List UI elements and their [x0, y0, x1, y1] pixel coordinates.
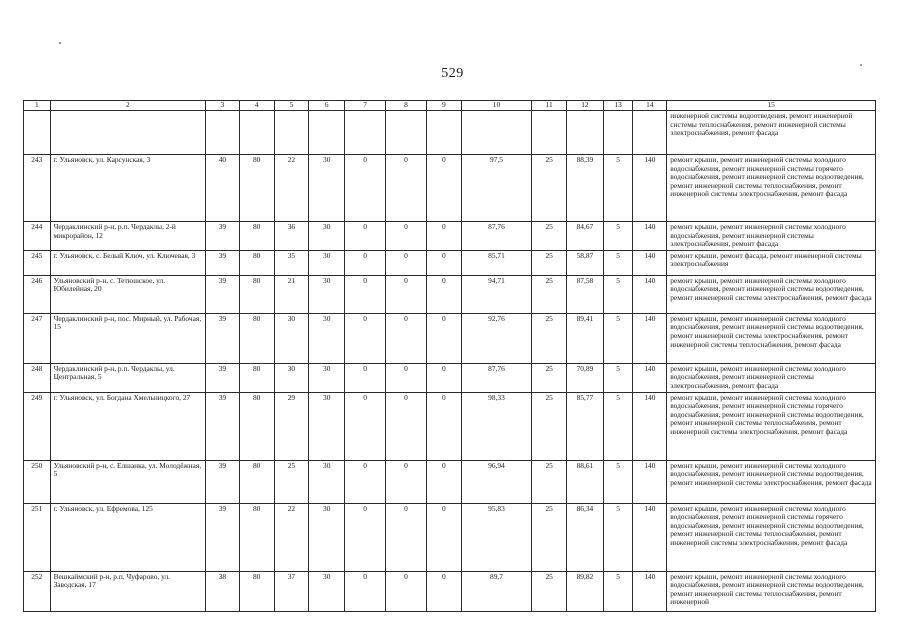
- value-cell: 25: [532, 313, 567, 363]
- value-cell: 80: [239, 313, 274, 363]
- value-cell: 30: [309, 571, 345, 611]
- column-header: 11: [532, 101, 567, 111]
- table-row: [24, 363, 876, 392]
- value-cell: 39: [206, 392, 240, 460]
- value-cell: 5: [603, 313, 633, 363]
- continuation-row: [24, 111, 876, 155]
- page-number: 529: [441, 66, 464, 81]
- value-cell: 140: [633, 313, 667, 363]
- value-cell: 0: [426, 222, 461, 251]
- column-header: 6: [309, 101, 345, 111]
- value-cell: 88,39: [567, 155, 604, 222]
- value-cell: 0: [345, 392, 386, 460]
- value-cell: 89,41: [567, 313, 604, 363]
- value-cell: 25: [532, 155, 567, 222]
- row-number: 245: [24, 250, 51, 275]
- value-cell: 0: [345, 250, 386, 275]
- value-cell: 0: [386, 250, 427, 275]
- value-cell: 80: [239, 571, 274, 611]
- value-cell: 39: [206, 460, 240, 503]
- value-cell: 39: [206, 503, 240, 571]
- value-cell: 92,76: [461, 313, 532, 363]
- value-cell: 89,82: [567, 571, 604, 611]
- value-cell: 94,71: [461, 275, 532, 313]
- value-cell: 29: [274, 392, 309, 460]
- works-cell: ремонт крыши, ремонт инженерной системы холодного водоснабжения, ремонт инженерной системы водоотведения, ремонт инженерной системы электроснабжения, ремонт фасада: [667, 275, 876, 313]
- address-cell: Чердаклинский р-н, р.п. Чердаклы, ул. Центральная, 5: [50, 363, 205, 392]
- works-cell: ремонт крыши, ремонт инженерной системы холодного водоснабжения, ремонт инженерной системы электроснабжения, ремонт фасада: [667, 222, 876, 251]
- value-cell: 0: [345, 460, 386, 503]
- row-number: 252: [24, 571, 51, 611]
- value-cell: 40: [206, 155, 240, 222]
- column-header: 2: [50, 101, 205, 111]
- value-cell: 0: [386, 363, 427, 392]
- column-header: 8: [386, 101, 427, 111]
- value-cell: 0: [386, 313, 427, 363]
- value-cell: 80: [239, 503, 274, 571]
- value-cell: 0: [345, 503, 386, 571]
- column-header: 9: [426, 101, 461, 111]
- value-cell: 0: [345, 275, 386, 313]
- value-cell: 0: [426, 155, 461, 222]
- value-cell: 80: [239, 155, 274, 222]
- value-cell: 0: [345, 571, 386, 611]
- value-cell: 37: [274, 571, 309, 611]
- address-cell: Ульяновский р-н, с. Елшанка, ул. Молодёжная, 5: [50, 460, 205, 503]
- table-row: [24, 250, 876, 275]
- value-cell: 84,67: [567, 222, 604, 251]
- value-cell: 85,71: [461, 250, 532, 275]
- value-cell: 30: [309, 392, 345, 460]
- address-cell: Вешкаймский р-н, р.п. Чуфарово, ул. Заводская, 17: [50, 571, 205, 611]
- value-cell: 140: [633, 275, 667, 313]
- value-cell: 35: [274, 250, 309, 275]
- value-cell: 5: [603, 250, 633, 275]
- column-header: 15: [667, 101, 876, 111]
- value-cell: 80: [239, 460, 274, 503]
- works-cell: ремонт крыши, ремонт инженерной системы холодного водоснабжения, ремонт инженерной системы водоотведения, ремонт инженерной системы электроснабжения, ремонт фасада: [667, 460, 876, 503]
- repair-register-table: [23, 100, 876, 612]
- table-row: [24, 392, 876, 460]
- value-cell: 140: [633, 250, 667, 275]
- row-number: 248: [24, 363, 51, 392]
- value-cell: 25: [532, 460, 567, 503]
- value-cell: 0: [345, 313, 386, 363]
- works-cell: ремонт крыши, ремонт инженерной системы холодного водоснабжения, ремонт инженерной системы электроснабжения, ремонт фасада: [667, 363, 876, 392]
- works-cell: ремонт крыши, ремонт инженерной системы холодного водоснабжения, ремонт инженерной системы горячего водоснабжения, ремонт инженерной системы водоотведения, ремонт инженерной системы теплоснабжения, ремонт инженерной системы электроснабжения, ремонт фасада: [667, 155, 876, 222]
- value-cell: 25: [532, 503, 567, 571]
- value-cell: 80: [239, 275, 274, 313]
- value-cell: 140: [633, 155, 667, 222]
- value-cell: 25: [532, 250, 567, 275]
- value-cell: 140: [633, 571, 667, 611]
- value-cell: 25: [532, 392, 567, 460]
- value-cell: 140: [633, 363, 667, 392]
- row-number: 246: [24, 275, 51, 313]
- value-cell: 58,87: [567, 250, 604, 275]
- value-cell: 30: [309, 222, 345, 251]
- table-row: [24, 460, 876, 503]
- value-cell: 80: [239, 250, 274, 275]
- column-header: 14: [633, 101, 667, 111]
- value-cell: 30: [309, 503, 345, 571]
- value-cell: 25: [532, 222, 567, 251]
- value-cell: 140: [633, 460, 667, 503]
- value-cell: 70,89: [567, 363, 604, 392]
- value-cell: 25: [532, 571, 567, 611]
- value-cell: 30: [309, 275, 345, 313]
- value-cell: 30: [309, 313, 345, 363]
- value-cell: 39: [206, 313, 240, 363]
- value-cell: 0: [386, 503, 427, 571]
- value-cell: 25: [274, 460, 309, 503]
- table-row: [24, 313, 876, 363]
- value-cell: 30: [309, 250, 345, 275]
- table-row: [24, 155, 876, 222]
- value-cell: 39: [206, 363, 240, 392]
- value-cell: 0: [345, 155, 386, 222]
- value-cell: 96,94: [461, 460, 532, 503]
- value-cell: 25: [532, 363, 567, 392]
- value-cell: 89,7: [461, 571, 532, 611]
- value-cell: 86,34: [567, 503, 604, 571]
- value-cell: 80: [239, 363, 274, 392]
- value-cell: 5: [603, 392, 633, 460]
- value-cell: 0: [426, 503, 461, 571]
- value-cell: 5: [603, 503, 633, 571]
- value-cell: 0: [386, 571, 427, 611]
- row-number: 247: [24, 313, 51, 363]
- address-cell: Чердаклинский р-н, пос. Мирный, ул. Рабочая, 15: [50, 313, 205, 363]
- column-header: 1: [24, 101, 51, 111]
- works-cell: ремонт крыши, ремонт инженерной системы холодного водоснабжения, ремонт инженерной системы водоотведения, ремонт инженерной системы теплоснабжения, ремонт инженерной: [667, 571, 876, 611]
- value-cell: 5: [603, 222, 633, 251]
- column-header: 5: [274, 101, 309, 111]
- table-row: [24, 275, 876, 313]
- address-cell: г. Ульяновск, ул. Ефремова, 125: [50, 503, 205, 571]
- value-cell: 0: [345, 363, 386, 392]
- works-cell: ремонт крыши, ремонт инженерной системы холодного водоснабжения, ремонт инженерной системы горячего водоснабжения, ремонт инженерной системы водоотведения, ремонт инженерной системы теплоснабжения, ремонт инженерной системы электроснабжения, ремонт фасада: [667, 503, 876, 571]
- value-cell: 0: [426, 313, 461, 363]
- row-number: 243: [24, 155, 51, 222]
- value-cell: 22: [274, 155, 309, 222]
- works-cell: ремонт крыши, ремонт инженерной системы холодного водоснабжения, ремонт инженерной системы водоотведения, ремонт инженерной системы электроснабжения, ремонт инженерной системы теплоснабжения, ремонт фасада: [667, 313, 876, 363]
- value-cell: 0: [426, 363, 461, 392]
- value-cell: 39: [206, 275, 240, 313]
- table-row: [24, 222, 876, 251]
- value-cell: 80: [239, 392, 274, 460]
- value-cell: 39: [206, 222, 240, 251]
- value-cell: 85,77: [567, 392, 604, 460]
- column-header: 12: [567, 101, 604, 111]
- address-cell: Чердаклинский р-н, р.п. Чердаклы, 2-й микрорайон, 12: [50, 222, 205, 251]
- value-cell: 140: [633, 392, 667, 460]
- address-cell: г. Ульяновск, ул. Карсунская, 3: [50, 155, 205, 222]
- column-header: 4: [239, 101, 274, 111]
- works-cell: ремонт крыши, ремонт инженерной системы холодного водоснабжения, ремонт инженерной системы горячего водоснабжения, ремонт инженерной системы водоотведения, ремонт инженерной системы теплоснабжения, ремонт инженерной системы электроснабжения, ремонт фасада: [667, 392, 876, 460]
- column-header: 7: [345, 101, 386, 111]
- row-number: 250: [24, 460, 51, 503]
- value-cell: 87,58: [567, 275, 604, 313]
- value-cell: 0: [426, 571, 461, 611]
- value-cell: 21: [274, 275, 309, 313]
- column-header: 13: [603, 101, 633, 111]
- address-cell: Ульяновский р-н, с. Тетюшское, ул. Юбилейная, 20: [50, 275, 205, 313]
- value-cell: 22: [274, 503, 309, 571]
- address-cell: г. Ульяновск, ул. Богдана Хмельницкого, 27: [50, 392, 205, 460]
- works-cell: ремонт крыши, ремонт фасада, ремонт инженерной системы электроснабжения: [667, 250, 876, 275]
- value-cell: 80: [239, 222, 274, 251]
- value-cell: 98,33: [461, 392, 532, 460]
- value-cell: 0: [386, 222, 427, 251]
- works-cell: инженерной системы водоотведения, ремонт инженерной системы теплоснабжения, ремонт инженерной системы электроснабжения, ремонт фасада: [667, 111, 876, 155]
- value-cell: 140: [633, 503, 667, 571]
- row-number: 249: [24, 392, 51, 460]
- value-cell: 36: [274, 222, 309, 251]
- value-cell: 97,5: [461, 155, 532, 222]
- value-cell: 38: [206, 571, 240, 611]
- value-cell: 0: [345, 222, 386, 251]
- value-cell: 95,83: [461, 503, 532, 571]
- header-row: [24, 101, 876, 111]
- value-cell: 5: [603, 363, 633, 392]
- value-cell: 5: [603, 155, 633, 222]
- value-cell: 0: [386, 155, 427, 222]
- row-number: 244: [24, 222, 51, 251]
- value-cell: 30: [309, 363, 345, 392]
- value-cell: 0: [386, 392, 427, 460]
- value-cell: 88,61: [567, 460, 604, 503]
- row-number: 251: [24, 503, 51, 571]
- value-cell: 5: [603, 275, 633, 313]
- value-cell: 30: [274, 313, 309, 363]
- value-cell: 0: [426, 275, 461, 313]
- value-cell: 39: [206, 250, 240, 275]
- table-row: [24, 503, 876, 571]
- value-cell: 5: [603, 571, 633, 611]
- value-cell: 0: [426, 250, 461, 275]
- value-cell: 0: [386, 460, 427, 503]
- value-cell: 30: [274, 363, 309, 392]
- column-header: 3: [206, 101, 240, 111]
- value-cell: 87,76: [461, 363, 532, 392]
- column-header: 10: [461, 101, 532, 111]
- scan-speck: [59, 42, 61, 44]
- address-cell: г. Ульяновск, с. Белый Ключ, ул. Ключевая, 3: [50, 250, 205, 275]
- table-row: [24, 571, 876, 611]
- value-cell: 25: [532, 275, 567, 313]
- value-cell: 87,76: [461, 222, 532, 251]
- value-cell: 0: [426, 392, 461, 460]
- value-cell: 0: [426, 460, 461, 503]
- value-cell: 30: [309, 460, 345, 503]
- value-cell: 30: [309, 155, 345, 222]
- value-cell: 140: [633, 222, 667, 251]
- scan-speck: [860, 64, 862, 66]
- value-cell: 5: [603, 460, 633, 503]
- value-cell: 0: [386, 275, 427, 313]
